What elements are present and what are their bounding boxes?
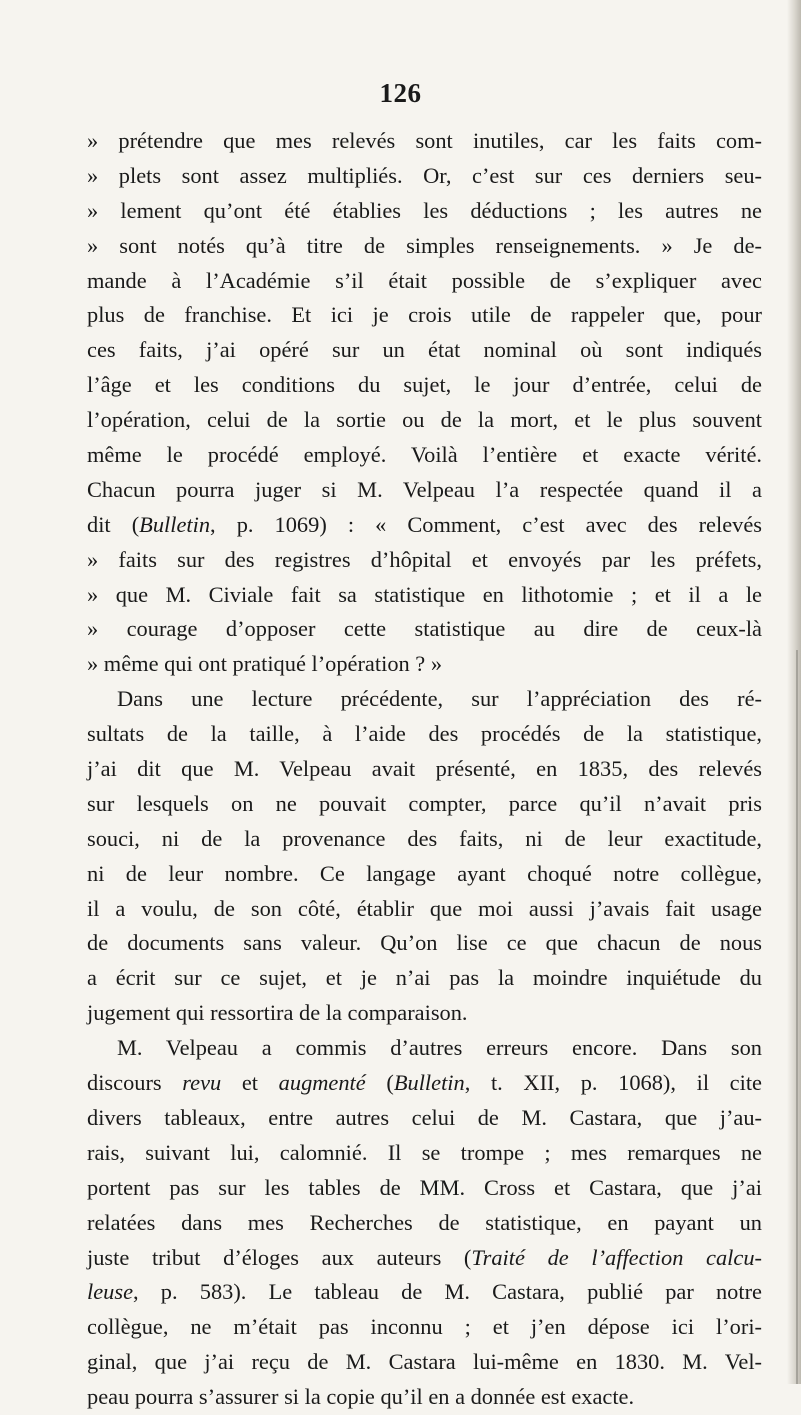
text-line <box>87 403 762 438</box>
page-number: 126 <box>379 78 422 108</box>
text-line <box>87 264 762 299</box>
text-line <box>87 1241 762 1276</box>
text-line <box>87 1101 762 1136</box>
text-run: relatées dans mes Recherches de statistique, en payant un <box>87 1209 762 1235</box>
text-run: sur lesquels on ne pouvait compter, parce qu’il n’avait pris <box>87 790 762 816</box>
italic-text: Traité de l’affection calcu- <box>471 1244 762 1270</box>
text-run: l’opération, celui de la sortie ou de la mort, et le plus souvent <box>87 407 762 433</box>
text-run: dit ( <box>87 511 140 537</box>
text-run: » plets sont assez multipliés. Or, c’est sur ces derniers seu- <box>87 162 762 188</box>
text-run: ( <box>365 1070 394 1096</box>
text-line <box>87 229 762 264</box>
text-run: » que M. Civiale fait sa statistique en lithotomie ; et il a le <box>87 581 762 607</box>
text-run: » lement qu’ont été établies les déductions ; les autres ne <box>87 197 762 223</box>
text-line <box>87 717 762 752</box>
text-run: rais, suivant lui, calomnié. Il se trompe ; mes remarques ne <box>87 1139 762 1165</box>
text-line <box>87 612 762 647</box>
text-line <box>87 159 762 194</box>
text-run: peau pourra s’assurer si la copie qu’il en a donnée est exacte. <box>87 1384 635 1410</box>
page-edge-shadow <box>787 0 801 1384</box>
text-line <box>87 1310 762 1345</box>
italic-text: revu <box>182 1070 222 1096</box>
text-line <box>87 543 762 578</box>
italic-text: Bulletin <box>393 1070 465 1096</box>
text-run: » même qui ont pratiqué l’opération ? » <box>87 651 443 677</box>
text-run: de documents sans valeur. Qu’on lise ce que chacun de nous <box>87 930 762 956</box>
text-run: M. Velpeau a commis d’autres erreurs encore. Dans son <box>117 1035 762 1061</box>
text-line <box>87 298 762 333</box>
text-line <box>87 438 762 473</box>
text-line <box>87 787 762 822</box>
italic-text: augmenté <box>278 1070 366 1096</box>
text-run: ginal, que j’ai reçu de M. Castara lui-même en 1830. M. Vel- <box>87 1349 762 1375</box>
text-line <box>87 473 762 508</box>
text-run: sultats de la taille, à l’aide des procédés de la statistique, <box>87 721 762 747</box>
text-run: ces faits, j’ai opéré sur un état nominal où sont indiqués <box>87 337 762 363</box>
text-run: et <box>221 1070 279 1096</box>
text-run: » prétendre que mes relevés sont inutiles, car les faits com- <box>87 128 762 153</box>
text-run: juste tribut d’éloges aux auteurs ( <box>87 1244 472 1270</box>
text-line <box>87 647 762 682</box>
text-line <box>87 124 762 159</box>
text-run: , p. 583). Le tableau de M. Castara, publié par notre <box>133 1279 762 1305</box>
text-run: jugement qui ressortira de la comparaison. <box>87 1000 468 1026</box>
text-run: plus de franchise. Et ici je crois utile de rappeler que, pour <box>87 302 762 328</box>
body-text <box>87 124 762 1415</box>
text-line <box>87 333 762 368</box>
text-line <box>87 1380 762 1415</box>
text-line <box>87 1275 762 1310</box>
text-line <box>87 1031 762 1066</box>
text-run: souci, ni de la provenance des faits, ni de leur exactitude, <box>87 825 762 851</box>
text-run: Chacun pourra juger si M. Velpeau l’a respectée quand il a <box>87 476 762 502</box>
text-run: même le procédé employé. Voilà l’entière et exacte vérité. <box>87 442 762 468</box>
text-run: a écrit sur ce sujet, et je n’ai pas la moindre inquiétude du <box>87 965 762 991</box>
text-line <box>87 1345 762 1380</box>
text-line <box>87 194 762 229</box>
text-run: l’âge et les conditions du sujet, le jour d’entrée, celui de <box>87 372 762 398</box>
text-run: , p. 1069) : « Comment, c’est avec des relevés <box>210 511 762 537</box>
text-run: » courage d’opposer cette statistique au dire de ceux-là <box>87 616 762 642</box>
text-run: » faits sur des registres d’hôpital et envoyés par les préfets, <box>87 546 762 572</box>
text-line <box>87 752 762 787</box>
text-line <box>87 368 762 403</box>
text-run: Dans une lecture précédente, sur l’appréciation des ré- <box>117 686 762 712</box>
text-line <box>87 682 762 717</box>
text-run: » sont notés qu’à titre de simples renseignements. » Je de- <box>87 232 762 258</box>
text-line <box>87 926 762 961</box>
text-line <box>87 1171 762 1206</box>
text-line <box>87 892 762 927</box>
text-line <box>87 578 762 613</box>
text-run: j’ai dit que M. Velpeau avait présenté, en 1835, des relevés <box>87 756 762 782</box>
text-run: collègue, ne m’était pas inconnu ; et j’en dépose ici l’ori- <box>87 1314 762 1340</box>
italic-text: Bulletin <box>139 511 211 537</box>
page-edge-line <box>796 650 798 1384</box>
text-line <box>87 1066 762 1101</box>
text-line <box>87 857 762 892</box>
text-run: il a voulu, de son côté, établir que moi aussi j’avais fait usage <box>87 895 762 921</box>
italic-text: leuse <box>87 1279 134 1305</box>
text-line <box>87 508 762 543</box>
text-line <box>87 1136 762 1171</box>
text-run: discours <box>87 1070 183 1096</box>
text-run: , t. XII, p. 1068), il cite <box>464 1070 762 1096</box>
text-run: ni de leur nombre. Ce langage ayant choqué notre collègue, <box>87 860 762 886</box>
text-line <box>87 822 762 857</box>
text-line <box>87 996 762 1031</box>
text-run: portent pas sur les tables de MM. Cross et Castara, que j’ai <box>87 1174 762 1200</box>
text-line <box>87 1206 762 1241</box>
text-run: mande à l’Académie s’il était possible de s’expliquer avec <box>87 267 762 293</box>
text-line <box>87 961 762 996</box>
text-run: divers tableaux, entre autres celui de M. Castara, que j’au- <box>87 1104 762 1130</box>
